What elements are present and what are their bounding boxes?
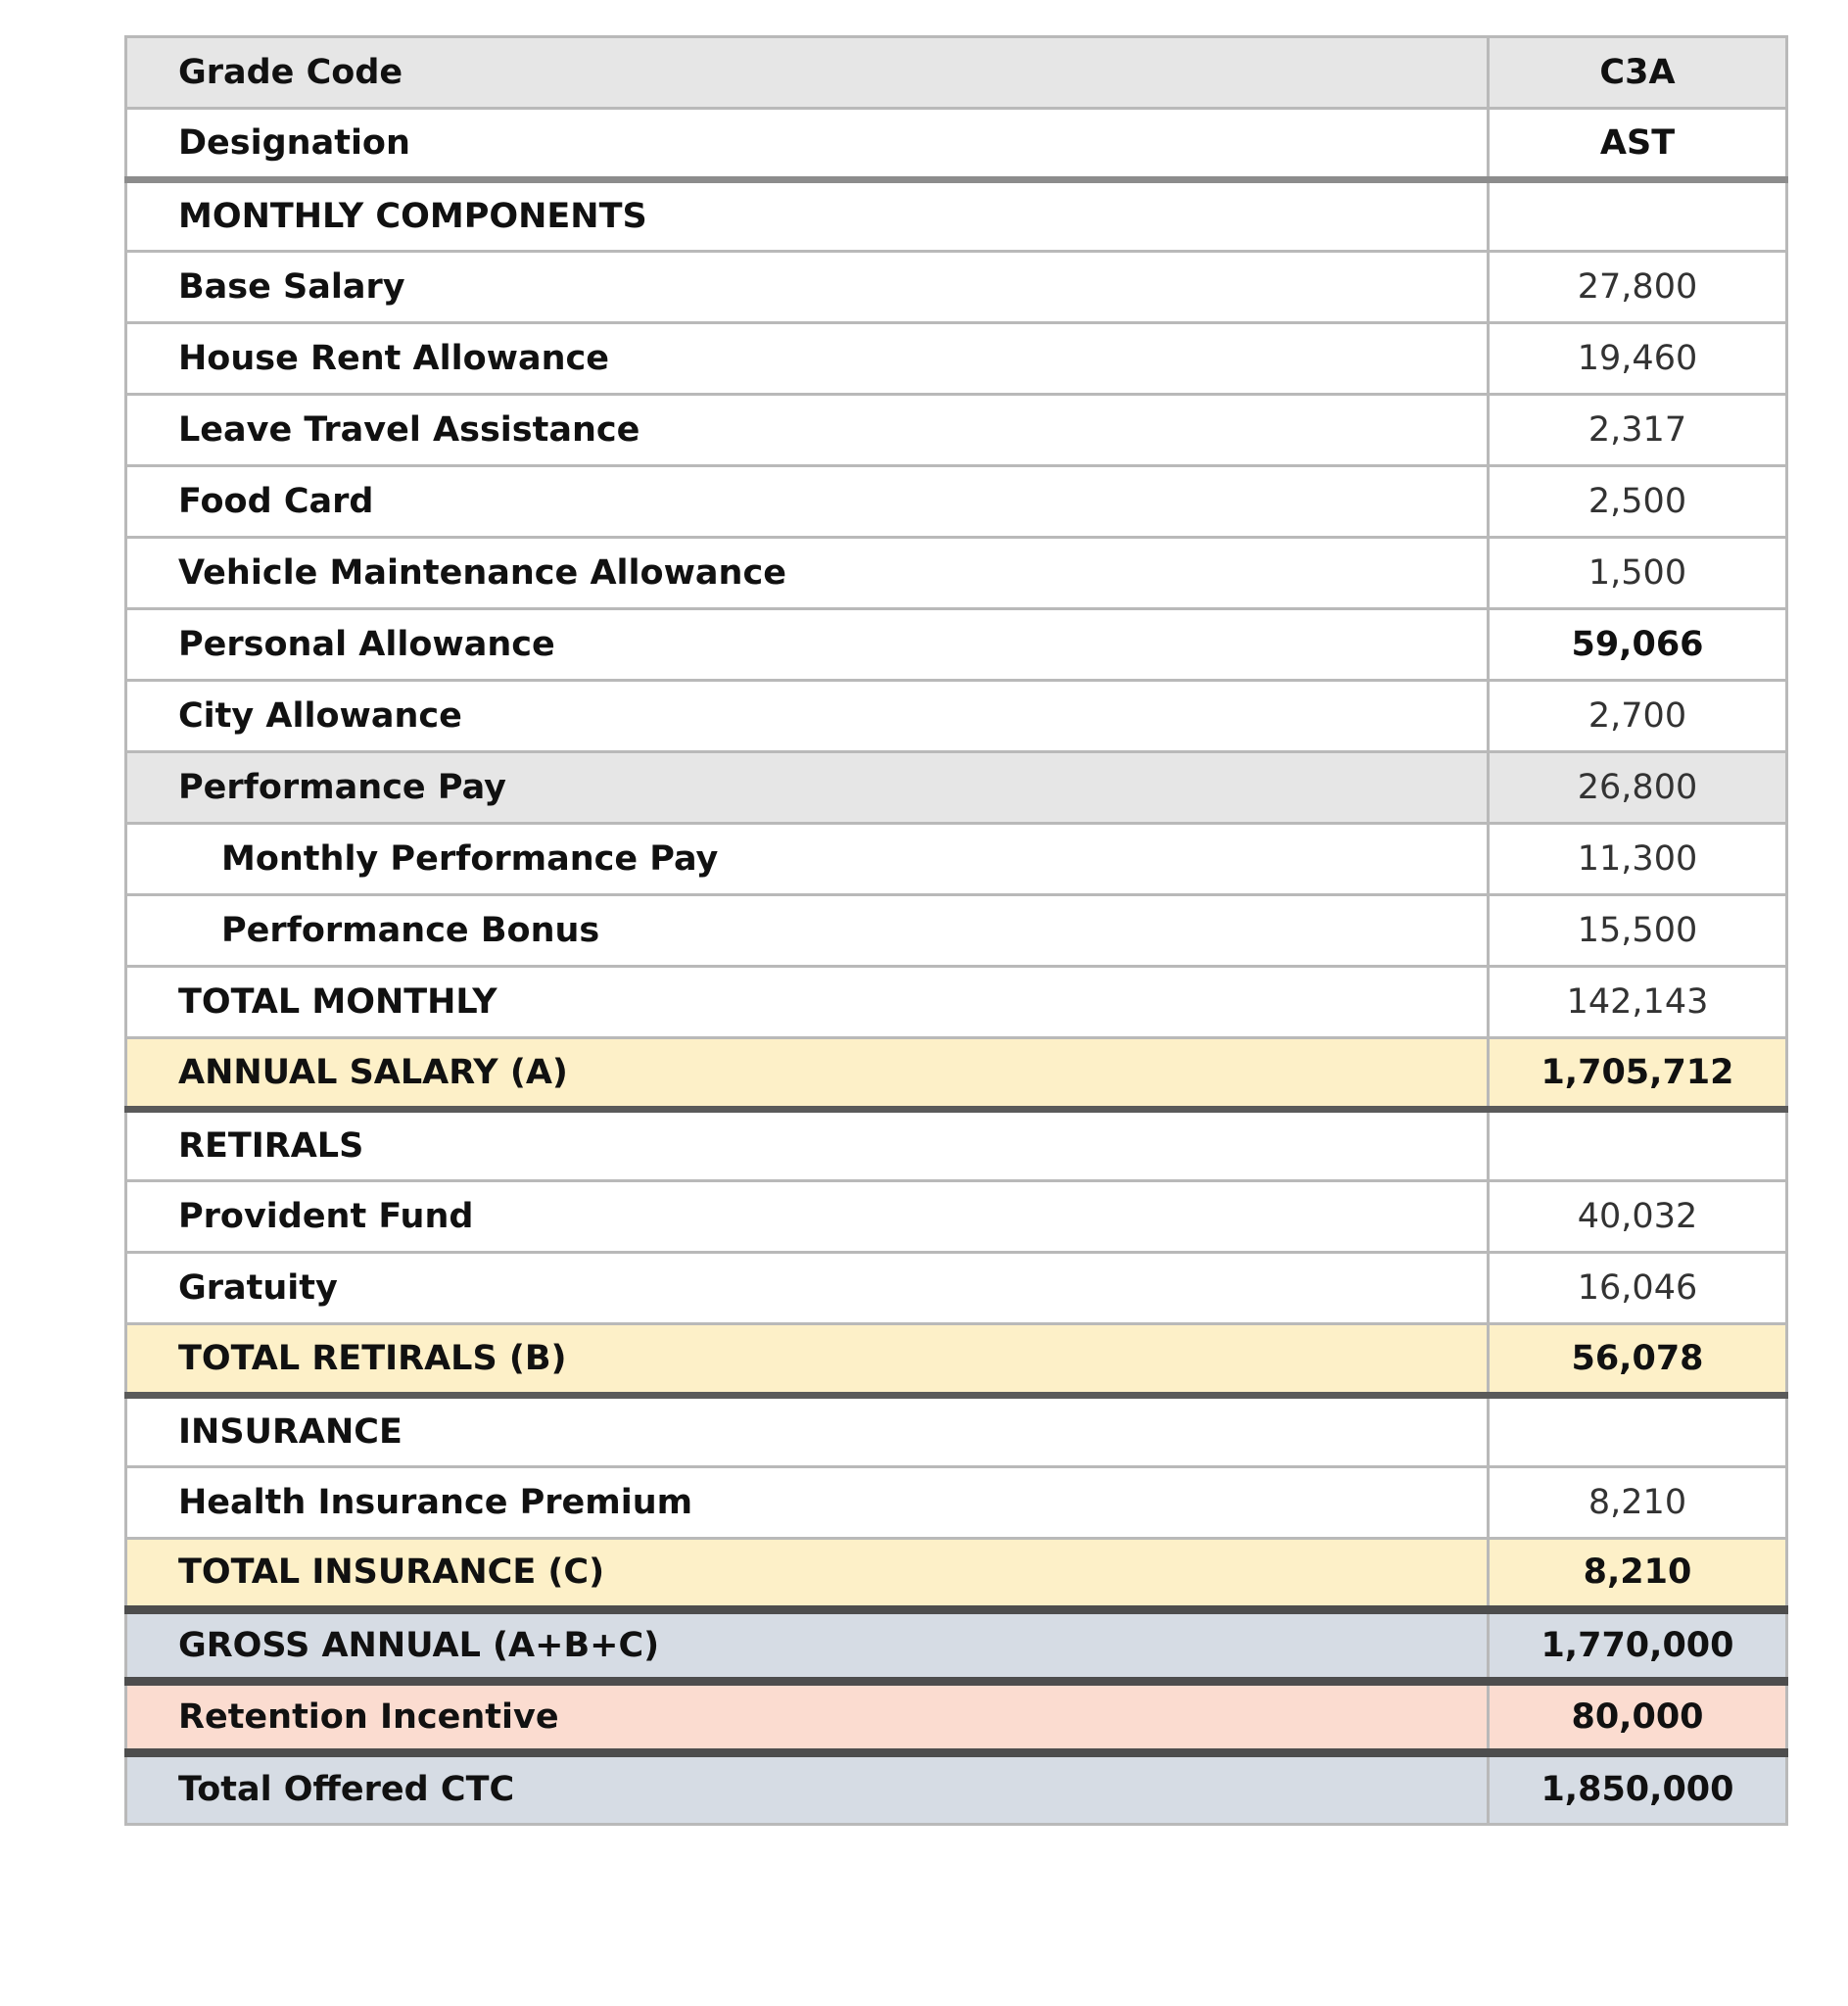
house-rent-allowance-label: House Rent Allowance <box>126 323 1489 395</box>
base-salary-label: Base Salary <box>126 252 1489 323</box>
leave-travel-assistance-label: Leave Travel Assistance <box>126 395 1489 466</box>
total-monthly-label: TOTAL MONTHLY <box>126 967 1489 1038</box>
gross-annual-value: 1,770,000 <box>1489 1610 1787 1682</box>
city-allowance-value: 2,700 <box>1489 681 1787 752</box>
retention-incentive-value: 80,000 <box>1489 1682 1787 1753</box>
gratuity-row <box>126 1253 1787 1324</box>
provident-fund-value: 40,032 <box>1489 1181 1787 1253</box>
retention-incentive-row <box>126 1682 1787 1753</box>
health-insurance-label: Health Insurance Premium <box>126 1467 1489 1539</box>
grade-code-value: C3A <box>1489 37 1787 109</box>
gross-annual-row <box>126 1610 1787 1682</box>
monthly-components-heading: MONTHLY COMPONENTS <box>126 180 1489 252</box>
designation-label: Designation <box>126 109 1489 180</box>
provident-fund-row <box>126 1181 1787 1253</box>
retention-incentive-label: Retention Incentive <box>126 1682 1489 1753</box>
total-insurance-value: 8,210 <box>1489 1539 1787 1610</box>
monthly-performance-pay-value: 11,300 <box>1489 824 1787 895</box>
total-offered-ctc-value: 1,850,000 <box>1489 1753 1787 1825</box>
empty-cell <box>1489 1110 1787 1181</box>
personal-allowance-row <box>126 609 1787 681</box>
food-card-value: 2,500 <box>1489 466 1787 538</box>
leave-travel-assistance-value: 2,317 <box>1489 395 1787 466</box>
designation-value: AST <box>1489 109 1787 180</box>
insurance-header-row <box>126 1396 1787 1467</box>
insurance-heading: INSURANCE <box>126 1396 1489 1467</box>
base-salary-row <box>126 252 1787 323</box>
performance-pay-label: Performance Pay <box>126 752 1489 824</box>
ctc-breakup-table <box>124 35 1788 1826</box>
total-insurance-row <box>126 1539 1787 1610</box>
retirals-header-row <box>126 1110 1787 1181</box>
health-insurance-row <box>126 1467 1787 1539</box>
total-retirals-label: TOTAL RETIRALS (B) <box>126 1324 1489 1396</box>
performance-pay-row <box>126 752 1787 824</box>
annual-salary-value: 1,705,712 <box>1489 1038 1787 1110</box>
performance-pay-value: 26,800 <box>1489 752 1787 824</box>
total-retirals-value: 56,078 <box>1489 1324 1787 1396</box>
total-insurance-label: TOTAL INSURANCE (C) <box>126 1539 1489 1610</box>
provident-fund-label: Provident Fund <box>126 1181 1489 1253</box>
designation-row <box>126 109 1787 180</box>
gross-annual-label: GROSS ANNUAL (A+B+C) <box>126 1610 1489 1682</box>
house-rent-allowance-row <box>126 323 1787 395</box>
performance-bonus-label: Performance Bonus <box>126 895 1489 967</box>
leave-travel-assistance-row <box>126 395 1787 466</box>
total-offered-ctc-label: Total Offered CTC <box>126 1753 1489 1825</box>
annual-salary-label: ANNUAL SALARY (A) <box>126 1038 1489 1110</box>
personal-allowance-label: Personal Allowance <box>126 609 1489 681</box>
retirals-heading: RETIRALS <box>126 1110 1489 1181</box>
food-card-row <box>126 466 1787 538</box>
total-monthly-value: 142,143 <box>1489 967 1787 1038</box>
gratuity-label: Gratuity <box>126 1253 1489 1324</box>
personal-allowance-value: 59,066 <box>1489 609 1787 681</box>
base-salary-value: 27,800 <box>1489 252 1787 323</box>
grade-code-row <box>126 37 1787 109</box>
monthly-performance-pay-label: Monthly Performance Pay <box>126 824 1489 895</box>
total-monthly-row <box>126 967 1787 1038</box>
grade-code-label: Grade Code <box>126 37 1489 109</box>
total-offered-ctc-row <box>126 1753 1787 1825</box>
performance-bonus-row <box>126 895 1787 967</box>
vehicle-maintenance-label: Vehicle Maintenance Allowance <box>126 538 1489 609</box>
monthly-performance-pay-row <box>126 824 1787 895</box>
city-allowance-row <box>126 681 1787 752</box>
city-allowance-label: City Allowance <box>126 681 1489 752</box>
house-rent-allowance-value: 19,460 <box>1489 323 1787 395</box>
empty-cell <box>1489 1396 1787 1467</box>
performance-bonus-value: 15,500 <box>1489 895 1787 967</box>
gratuity-value: 16,046 <box>1489 1253 1787 1324</box>
empty-cell <box>1489 180 1787 252</box>
food-card-label: Food Card <box>126 466 1489 538</box>
annual-salary-row <box>126 1038 1787 1110</box>
monthly-components-header-row <box>126 180 1787 252</box>
total-retirals-row <box>126 1324 1787 1396</box>
vehicle-maintenance-row <box>126 538 1787 609</box>
health-insurance-value: 8,210 <box>1489 1467 1787 1539</box>
vehicle-maintenance-value: 1,500 <box>1489 538 1787 609</box>
